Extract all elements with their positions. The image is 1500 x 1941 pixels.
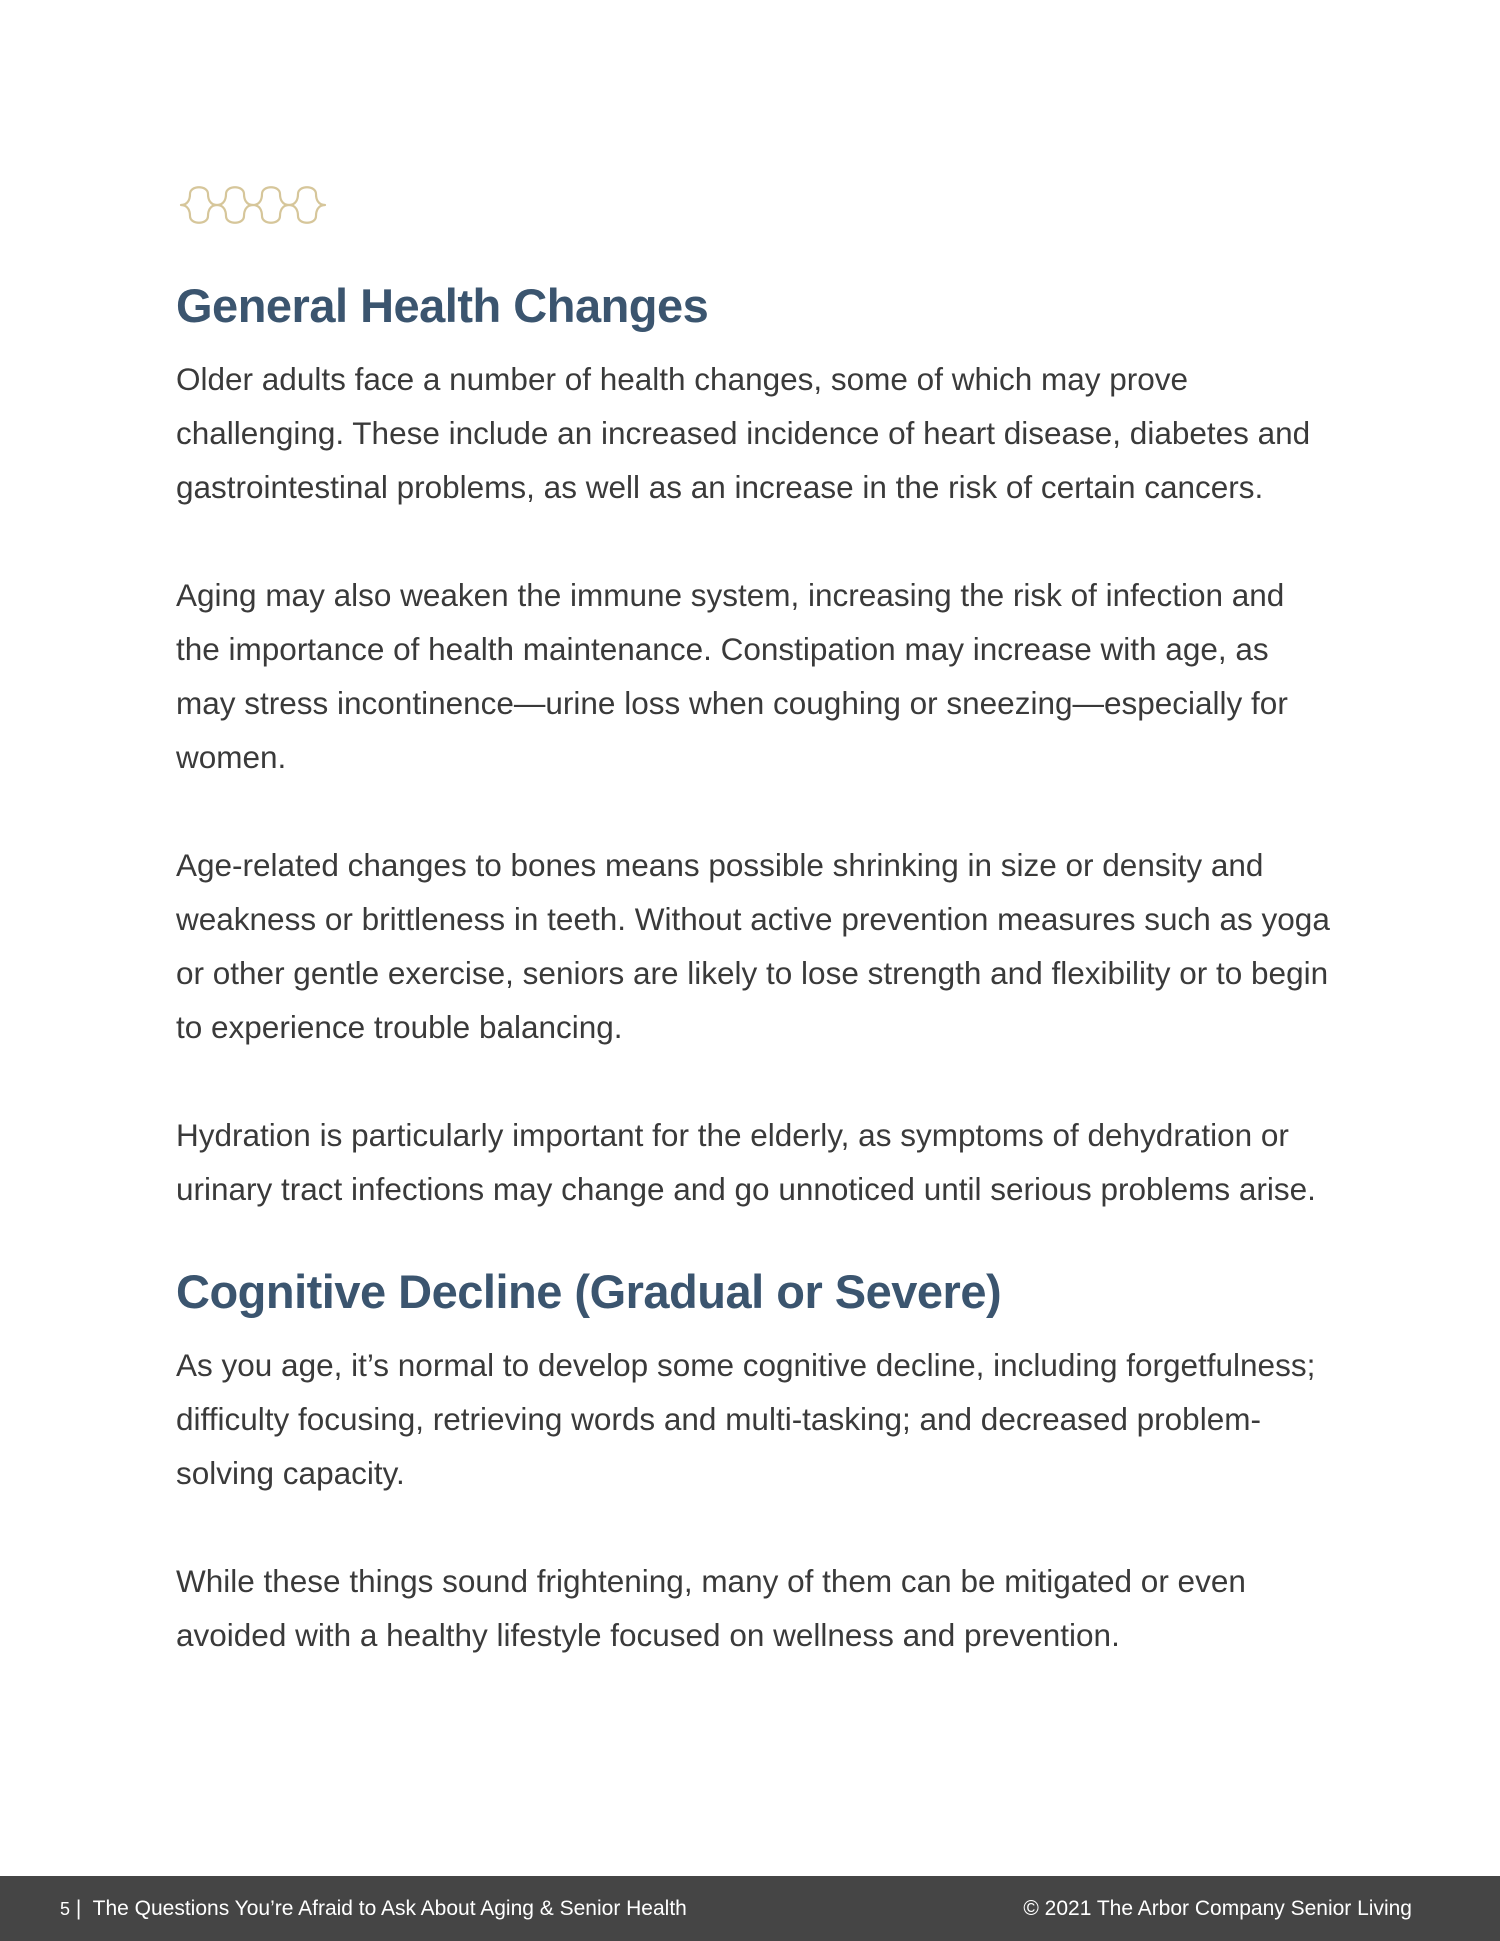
section-heading-cognitive-decline: Cognitive Decline (Gradual or Severe) bbox=[176, 1265, 1002, 1318]
main-content bbox=[176, 270, 1336, 1662]
footer-left bbox=[60, 1897, 687, 1921]
page-number: 5 bbox=[60, 1898, 71, 1919]
paragraph: Aging may also weaken the immune system, increasing the risk of infection and the importance of health maintenance. Constipation may increase with age, as may stress incontinence—urine loss when coughing or sneezing—especially for women. bbox=[176, 577, 1288, 775]
paragraph: Hydration is particularly important for the elderly, as symptoms of dehydration or urinary tract infections may change and go unnoticed until serious problems arise. bbox=[176, 1117, 1316, 1207]
quatrefoil-ornament-icon bbox=[176, 174, 336, 234]
paragraph: Age-related changes to bones means possible shrinking in size or density and weakness or brittleness in teeth. Without active prevention measures such as yoga or other gentle exercise, seniors are likely to lose strength and flexibility or to begin to experience trouble balancing. bbox=[176, 847, 1330, 1045]
document-title: The Questions You’re Afraid to Ask About Aging & Senior Health bbox=[92, 1896, 687, 1920]
section-heading-general-health: General Health Changes bbox=[176, 279, 709, 332]
paragraph: Older adults face a number of health changes, some of which may prove challenging. These include an increased incidence of heart disease, diabetes and gastrointestinal problems, as well as an increase in the risk of certain cancers. bbox=[176, 361, 1311, 505]
copyright-notice: © 2021 The Arbor Company Senior Living bbox=[1023, 1896, 1412, 1920]
footer-separator: | bbox=[75, 1896, 82, 1920]
paragraph: While these things sound frightening, many of them can be mitigated or even avoided with a healthy lifestyle focused on wellness and prevention. bbox=[176, 1563, 1246, 1653]
paragraph: As you age, it’s normal to develop some cognitive decline, including forgetfulness; difficulty focusing, retrieving words and multi-tasking; and decreased problem-solving capacity. bbox=[176, 1347, 1316, 1491]
page-footer bbox=[0, 1876, 1500, 1941]
